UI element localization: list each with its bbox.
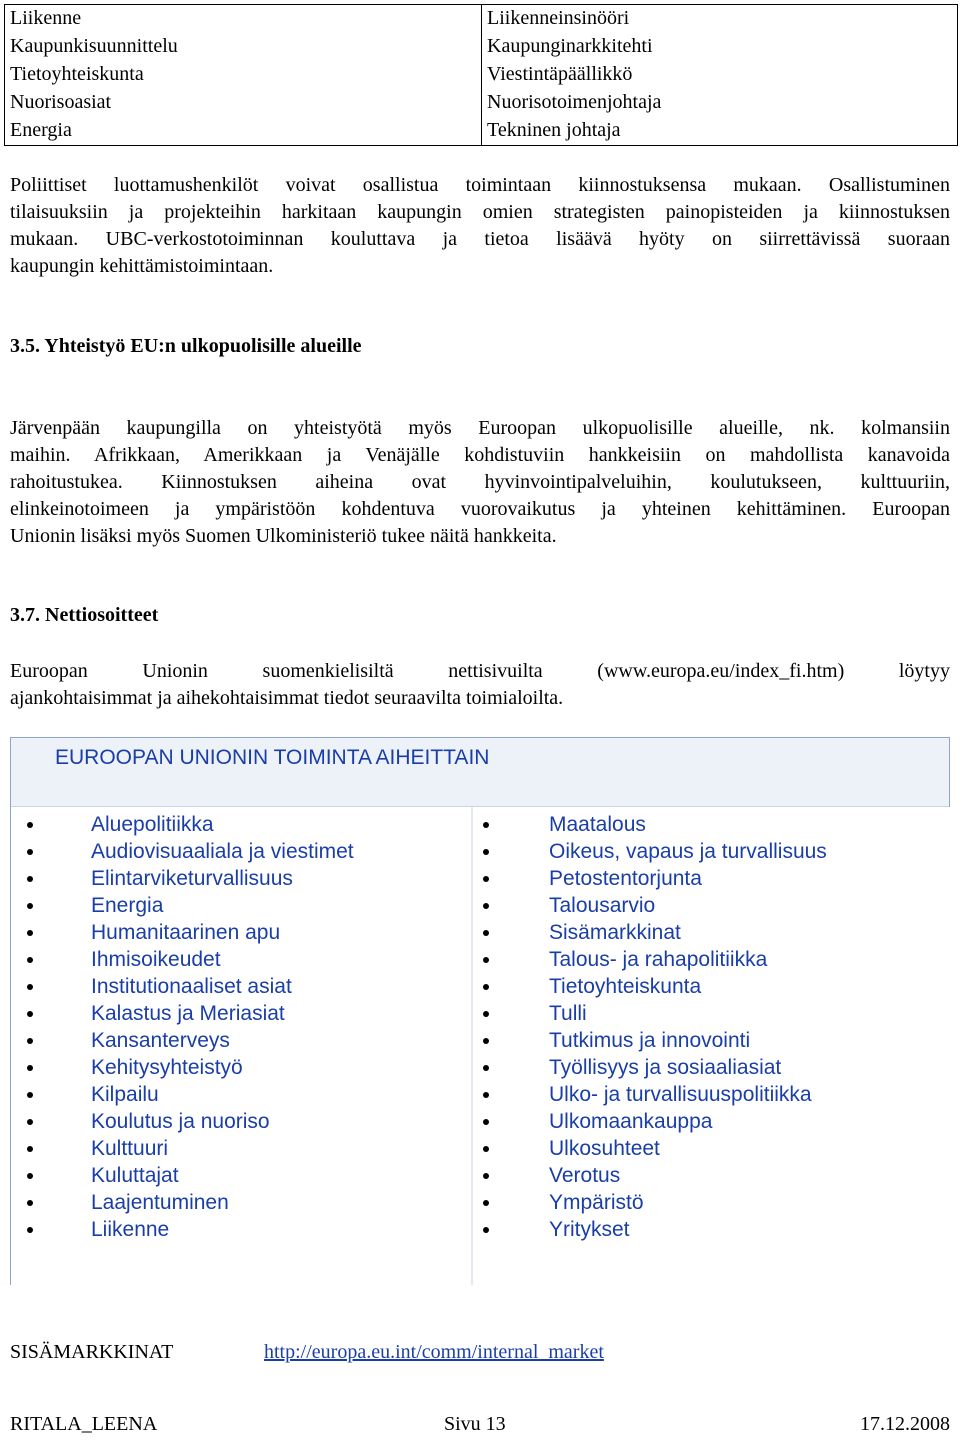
table-row [5, 5, 958, 146]
unit-cell: Energia [10, 119, 72, 141]
paragraph-line: Järvenpään kaupungilla on yhteistyötä myös Euroopan ulkopuolisille alueille, nk. kolmansiin [10, 417, 950, 439]
topic-link[interactable]: Kehitysyhteistyö [91, 1054, 354, 1081]
unit-column [5, 5, 482, 146]
title-cell: Kaupunginarkkitehti [487, 35, 653, 57]
topic-link[interactable]: Kuluttajat [91, 1162, 354, 1189]
roles-table [4, 4, 958, 146]
topic-link[interactable]: Ulkomaankauppa [549, 1108, 827, 1135]
topic-link[interactable]: Institutionaaliset asiat [91, 973, 354, 1000]
eu-topics-box [10, 737, 950, 1285]
unit-cell: Nuorisoasiat [10, 91, 112, 113]
internal-market-link[interactable]: http://europa.eu.int/comm/internal_market [264, 1341, 604, 1363]
unit-cell: Kaupunkisuunnittelu [10, 35, 178, 57]
eu-topics-right-column [471, 807, 951, 1285]
title-cell: Liikenneinsinööri [487, 7, 630, 29]
title-column [482, 5, 958, 146]
topic-link[interactable]: Liikenne [91, 1216, 354, 1243]
title-cell: Nuorisotoimenjohtaja [487, 91, 662, 113]
topic-link[interactable]: Tietoyhteiskunta [549, 973, 827, 1000]
topic-link[interactable]: Humanitaarinen apu [91, 919, 354, 946]
topic-list-right [549, 811, 827, 1243]
paragraph-line: tilaisuuksiin ja projekteihin harkitaan kaupungin omien strategisten painopisteiden ja kiinnostuksen [10, 201, 950, 223]
topic-link[interactable]: Audiovisuaaliala ja viestimet [91, 840, 354, 863]
paragraph-line: Poliittiset luottamushenkilöt voivat osallistua toimintaan kiinnostuksensa mukaan. Osallistuminen [10, 174, 950, 196]
eu-topics-list-area [11, 806, 949, 1285]
paragraph-line: mukaan. UBC-verkostotoiminnan kouluttava ja tietoa lisäävä hyöty on siirrettävissä suoraan [10, 228, 950, 250]
topic-link[interactable]: Sisämarkkinat [549, 919, 827, 946]
topic-list-left [91, 811, 354, 1243]
topic-link[interactable]: Kansanterveys [91, 1027, 354, 1054]
topic-link[interactable]: Talous- ja rahapolitiikka [549, 946, 827, 973]
paragraph-line: Euroopan Unionin suomenkielisiltä nettisivuilta (www.europa.eu/index_fi.htm) löytyy [10, 660, 950, 682]
topic-link[interactable]: Kulttuuri [91, 1135, 354, 1162]
topic-link[interactable]: Koulutus ja nuoriso [91, 1108, 354, 1135]
paragraph-web-addresses [10, 658, 950, 712]
section-heading: 3.7. Nettiosoitteet [10, 604, 159, 626]
topic-link[interactable]: Tulli [549, 1000, 827, 1027]
title-cell: Tekninen johtaja [487, 119, 621, 141]
topic-link[interactable]: Työllisyys ja sosiaaliasiat [549, 1054, 827, 1081]
eu-topics-left-column [11, 807, 469, 1285]
topic-link[interactable]: Elintarviketurvallisuus [91, 865, 354, 892]
topic-link[interactable]: Verotus [549, 1162, 827, 1189]
topic-link[interactable]: Maatalous [549, 811, 827, 838]
paragraph-line: Unionin lisäksi myös Suomen Ulkoministeriö tukee näitä hankkeita. [10, 525, 557, 547]
footer-date: 17.12.2008 [860, 1413, 950, 1435]
topic-link[interactable]: Oikeus, vapaus ja turvallisuus [549, 840, 827, 863]
title-cell: Viestintäpäällikkö [487, 63, 633, 85]
topic-link[interactable]: Talousarvio [549, 892, 827, 919]
topic-link[interactable]: Tutkimus ja innovointi [549, 1027, 827, 1054]
topic-link[interactable]: Laajentuminen [91, 1189, 354, 1216]
unit-cell: Tietoyhteiskunta [10, 63, 144, 85]
topic-link[interactable]: Kalastus ja Meriasiat [91, 1000, 354, 1027]
footer-author: RITALA_LEENA [10, 1413, 158, 1435]
topic-link[interactable]: Ulkosuhteet [549, 1135, 827, 1162]
footer-page-number: Sivu 13 [444, 1413, 506, 1435]
paragraph-line: elinkeinotoimeen ja ympäristöön kohdentuva vuorovaikutus ja yhteinen kehittäminen. Euroopan [10, 498, 950, 520]
paragraph-line: maihin. Afrikkaan, Amerikkaan ja Venäjälle kohdistuviin hankkeisiin on mahdollista kanavoida [10, 444, 950, 466]
topic-link[interactable]: Energia [91, 892, 354, 919]
topic-link[interactable]: Kilpailu [91, 1081, 354, 1108]
topic-link[interactable]: Ympäristö [549, 1189, 827, 1216]
eu-topics-title: EUROOPAN UNIONIN TOIMINTA AIHEITTAIN [55, 746, 490, 769]
topic-link[interactable]: Yritykset [549, 1216, 827, 1243]
topic-link[interactable]: Petostentorjunta [549, 865, 827, 892]
internal-market-label: SISÄMARKKINAT [10, 1341, 174, 1363]
topic-link[interactable]: Ihmisoikeudet [91, 946, 354, 973]
section-heading: 3.5. Yhteistyö EU:n ulkopuolisille alueille [10, 335, 362, 357]
paragraph-cooperation [10, 415, 950, 550]
topic-link[interactable]: Aluepolitiikka [91, 811, 354, 838]
paragraph-line: ajankohtaisimmat ja aihekohtaisimmat tiedot seuraavilta toimialoilta. [10, 687, 564, 709]
topic-link[interactable]: Ulko- ja turvallisuuspolitiikka [549, 1081, 827, 1108]
paragraph-line: kaupungin kehittämistoimintaan. [10, 255, 274, 277]
paragraph-participation [10, 172, 950, 280]
paragraph-line: rahoitustukea. Kiinnostuksen aiheina ovat hyvinvointipalveluihin, koulutukseen, kulttuuriin, [10, 471, 950, 493]
unit-cell: Liikenne [10, 7, 82, 29]
